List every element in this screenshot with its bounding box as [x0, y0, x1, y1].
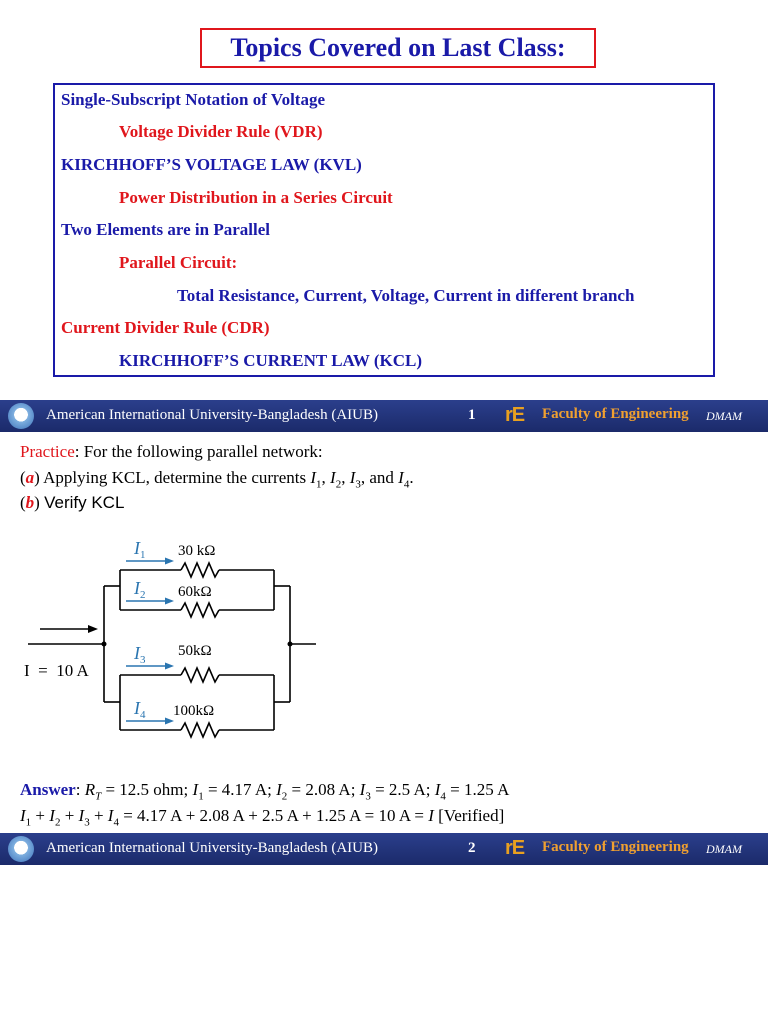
page-number: 1 [468, 407, 476, 423]
topic-item: Single-Subscript Notation of Voltage [61, 90, 325, 109]
topic-item: Parallel Circuit: [119, 253, 238, 272]
topics-list [53, 83, 715, 377]
footer-signature: DMAM [706, 842, 742, 856]
topic-item: Power Distribution in a Series Circuit [119, 188, 393, 207]
verify-sum: = 4.17 A + 2.08 A + 2.5 A + 1.25 A = 10 A = [118, 806, 429, 825]
practice-label: Practice [20, 442, 75, 461]
answer-i3: = 2.5 A; [370, 780, 435, 799]
footer-university: American International University-Bangladesh (AIUB) [46, 840, 378, 856]
part-b-letter: b [25, 493, 35, 512]
slide-title-box [200, 28, 596, 68]
topic-item: Voltage Divider Rule (VDR) [119, 122, 323, 141]
answer-i2: = 2.08 A; [287, 780, 360, 799]
practice-text: : For the following parallel network: [74, 442, 323, 461]
topic-item: Current Divider Rule (CDR) [61, 318, 270, 337]
footer-signature: DMAM [706, 409, 742, 423]
slide-title: Topics Covered on Last Class: [230, 33, 566, 62]
verify-tag: [Verified] [433, 806, 505, 825]
resistor-30k [181, 563, 219, 577]
topic-item: Total Resistance, Current, Voltage, Current in different branch [177, 286, 635, 305]
current-label-1: $I_1$ [134, 538, 146, 561]
slide-1 [0, 0, 768, 400]
part-b-line: (b) Verify KCL [20, 493, 125, 512]
page-number: 2 [468, 840, 476, 856]
current-label-4: $I_4$ [134, 698, 146, 721]
topic-item: Two Elements are in Parallel [61, 220, 271, 239]
part-a-text: ) Applying KCL, determine the currents [34, 468, 311, 487]
slide-2 [0, 432, 768, 832]
junction-left [102, 642, 107, 647]
resistor-50k [181, 668, 219, 682]
resistor-label-1: 30 kΩ [178, 543, 216, 559]
resistor-60k [181, 603, 219, 617]
footer-bar [0, 400, 768, 432]
aiub-logo-icon [8, 403, 34, 429]
answer-line: Answer: $R_T = 12.5$ ohm; $I_1 = 4.17$ A; $I_2 = 2.08$ A; $I_3 = 2.5$ A; $I_4 = 1.25$ A [20, 780, 510, 803]
junction-right [288, 642, 293, 647]
footer-faculty: Faculty of Engineering [542, 406, 689, 422]
current-label-3: $I_3$ [134, 643, 146, 666]
resistor-100k [181, 723, 219, 737]
fe-logo-icon: rE [505, 404, 525, 426]
topic-item: KIRCHHOFF’S CURRENT LAW (KCL) [119, 351, 423, 370]
current-label-2: $I_2$ [134, 578, 146, 601]
answer-label: Answer [20, 780, 76, 799]
fe-logo-icon: rE [505, 837, 525, 859]
aiub-logo-icon [8, 836, 34, 862]
footer-bar [0, 833, 768, 865]
resistor-label-4: 100kΩ [173, 703, 215, 719]
practice-line [20, 442, 323, 462]
resistor-label-2: 60kΩ [178, 584, 212, 600]
part-b-text: Verify KCL [44, 493, 125, 512]
answer-i4: = 1.25 A [445, 780, 510, 799]
answer-rt: = 12.5 ohm; [101, 780, 193, 799]
topic-item: KIRCHHOFF’S VOLTAGE LAW (KVL) [61, 155, 362, 174]
part-a-letter: a [25, 468, 35, 487]
answer-i1: = 4.17 A; [203, 780, 277, 799]
part-a-line: (a) Applying KCL, determine the currents $I_1$, $I_2$, $I_3$, and $I_4$. [20, 468, 414, 491]
parallel-circuit-diagram [0, 532, 340, 762]
footer-university: American International University-Bangladesh (AIUB) [46, 407, 378, 423]
resistor-label-3: 50kΩ [178, 643, 212, 659]
source-current-label: I = 10 A [24, 661, 89, 680]
footer-faculty: Faculty of Engineering [542, 839, 689, 855]
verify-line: $I_1 + I_2 + I_3 + I_4 = 4.17$ A + 2.08 A + 2.5 A + 1.25 A = 10 A = I [Verified] [20, 806, 505, 829]
